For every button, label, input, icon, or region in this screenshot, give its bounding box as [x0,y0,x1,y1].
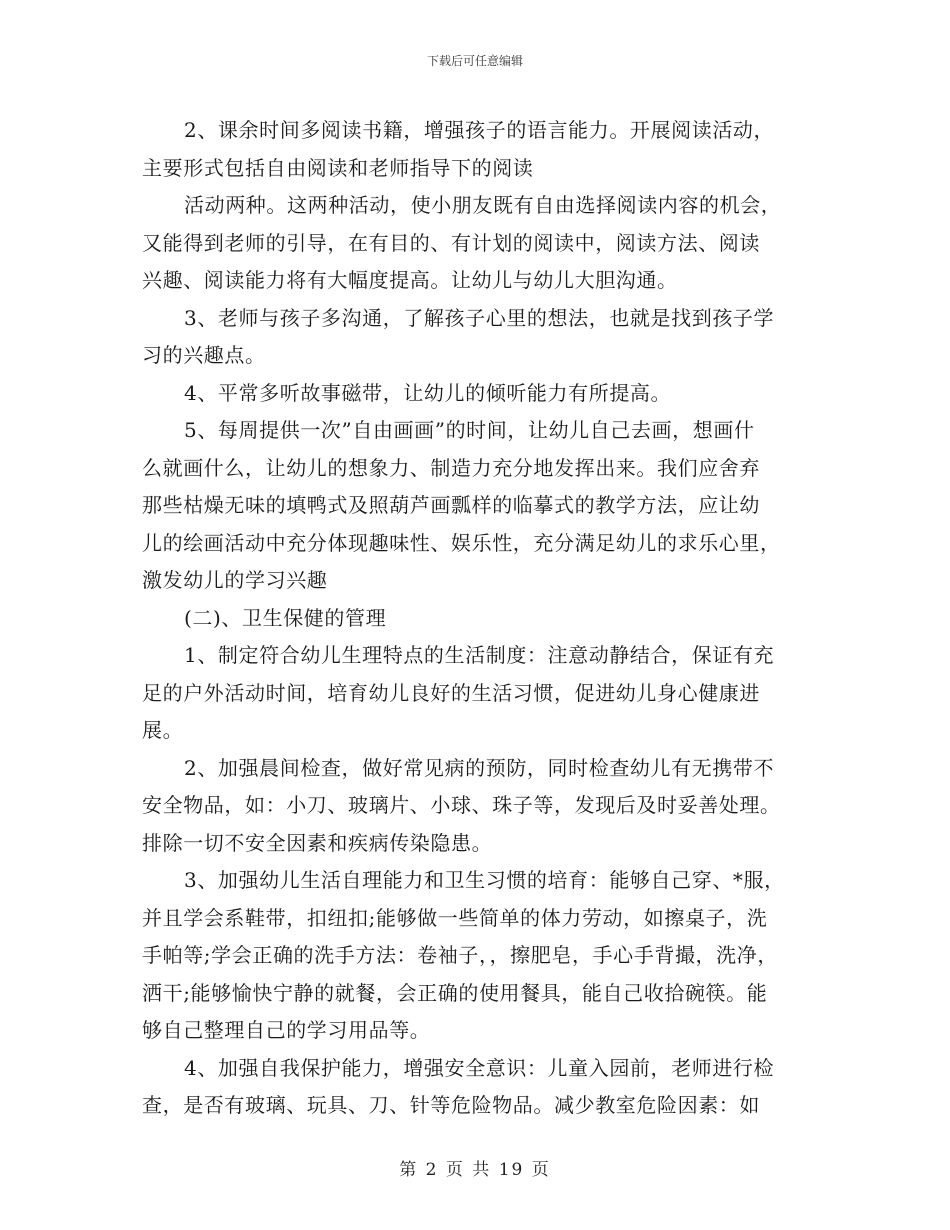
text-line: 主要形式包括自由阅读和老师指导下的阅读 [142,155,534,180]
text-line: 够自己整理自己的学习用品等。 [142,1018,431,1042]
text-line: 排除一切不安全因素和疾病传染隐患。 [142,830,493,855]
text-line: 那些枯燥无味的填鸭式及照葫芦画瓢样的临摹式的教学方法，应让幼 [142,493,760,517]
text-line: 查，是否有玻璃、玩具、刀、针等危险物品。减少教室危险因素：如 [142,1093,760,1117]
text-line: 又能得到老师的引导，在有目的、有计划的阅读中，阅读方法、阅读 [142,230,760,255]
page-header: 下载后可任意编辑 [426,54,523,68]
text-line: (二)、卫生保健的管理 [184,605,387,630]
text-line: 3、加强幼儿生活自理能力和卫生习惯的培育：能够自己穿、*服， [184,868,785,892]
document-body [142,112,810,1125]
text-line: 手帕等;学会正确的洗手方法：卷袖子，，擦肥皂，手心手背撮，洗净， [142,943,778,967]
text-line: 兴趣、阅读能力将有大幅度提高。让幼儿与幼儿大胆沟通。 [142,268,678,292]
text-line: 激发幼儿的学习兴趣 [142,568,328,592]
text-line: 4、加强自我保护能力，增强安全意识：儿童入园前，老师进行检 [184,1055,775,1080]
text-line: 展。 [142,718,184,742]
text-line: 2、加强晨间检查，做好常见病的预防，同时检查幼儿有无携带不 [184,755,775,780]
text-line: 1、制定符合幼儿生理特点的生活制度：注意动静结合，保证有充 [184,643,775,667]
text-line: 5、每周提供一次”自由画画”的时间，让幼儿自己去画，想画什 [184,418,755,442]
text-line: 儿的绘画活动中充分体现趣味性、娱乐性，充分满足幼儿的求乐心里， [142,530,781,555]
page-footer: 第 2 页 共 19 页 [399,1160,551,1180]
text-line: 3、老师与孩子多沟通，了解孩子心里的想法，也就是找到孩子学 [184,305,775,330]
text-line: 足的户外活动时间，培育幼儿良好的生活习惯，促进幼儿身心健康进 [142,680,760,705]
text-line: 洒干;能够愉快宁静的就餐，会正确的使用餐具，能自己收拾碗筷。能 [142,980,768,1005]
text-line: 习的兴趣点。 [142,343,266,367]
text-line: 安全物品，如：小刀、玻璃片、小球、珠子等，发现后及时妥善处理。 [142,793,781,817]
text-line: 2、课余时间多阅读书籍，增强孩子的语言能力。开展阅读活动， [184,118,775,142]
text-line: 并且学会系鞋带，扣纽扣;能够做一些简单的体力劳动，如擦桌子，洗 [142,905,768,930]
text-line: 么就画什么，让幼儿的想象力、制造力充分地发挥出来。我们应舍弃 [142,455,760,480]
text-line: 活动两种。这两种活动，使小朋友既有自由选择阅读内容的机会， [184,193,782,217]
text-line: 4、平常多听故事磁带，让幼儿的倾听能力有所提高。 [184,380,672,405]
